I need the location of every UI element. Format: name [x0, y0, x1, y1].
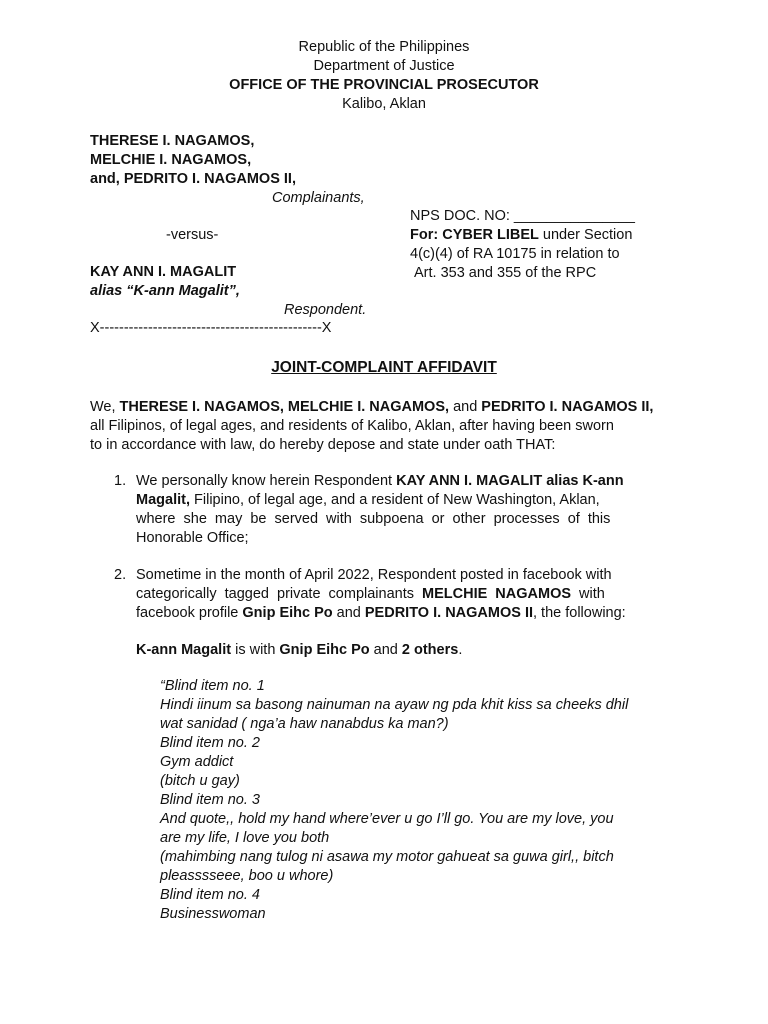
post-header	[136, 641, 462, 660]
post-line: Blind item no. 2	[160, 735, 260, 751]
post-and: and	[369, 642, 402, 658]
nps-doc-number: NPS DOC. NO: _______________	[410, 208, 635, 224]
post-period: .	[458, 642, 463, 658]
post-line: And quote,, hold my hand where’ever u go I’ll go. You are my love, you	[160, 811, 614, 827]
post-line: (mahimbing nang tulog ni asawa my motor gahueat sa guwa girl,, bitch	[160, 849, 614, 865]
intro-pedrito: PEDRITO I. NAGAMOS II,	[481, 399, 654, 415]
intro-and: and	[449, 399, 482, 415]
item1-line4: Honorable Office;	[136, 530, 249, 546]
post-line: Blind item no. 3	[160, 792, 260, 808]
item1-line2	[136, 491, 600, 510]
complainants-label: Complainants,	[272, 190, 365, 206]
complainant-pedrito: and, PEDRITO I. NAGAMOS II,	[90, 171, 296, 187]
complainant-melchie: MELCHIE I. NAGAMOS,	[90, 152, 252, 168]
for-label: For:	[410, 227, 439, 243]
item2-pedrito: PEDRITO I. NAGAMOS II	[364, 605, 533, 621]
item2-profile-name: Gnip Eihc Po	[242, 605, 333, 621]
complainant-therese: THERESE I. NAGAMOS,	[90, 133, 255, 149]
item1-alias: Magalit,	[136, 492, 190, 508]
item1-details: Filipino, of legal age, and a resident of New Washington, Aklan,	[189, 492, 600, 508]
post-line: Businesswoman	[160, 906, 266, 922]
item1-line1	[136, 472, 624, 491]
item2-and: and	[332, 605, 365, 621]
post-is-with: is with	[231, 642, 280, 658]
item2-tagged-intro: categorically tagged private complainants	[136, 586, 423, 602]
item2-melchie: MELCHIE NAGAMOS	[422, 586, 572, 602]
post-others: 2 others	[401, 642, 459, 658]
item2-line3	[136, 604, 626, 623]
offense-line3: Art. 353 and 355 of the RPC	[414, 265, 597, 281]
post-author: K-ann Magalit	[136, 642, 232, 658]
header-republic: Republic of the Philippines	[298, 39, 470, 55]
item2-number: 2.	[114, 567, 127, 583]
offense-line2: 4(c)(4) of RA 10175 in relation to	[410, 246, 620, 262]
post-line: Blind item no. 4	[160, 887, 260, 903]
offense-section: under Section	[538, 227, 633, 243]
post-line: “Blind item no. 1	[160, 678, 265, 694]
post-line: Hindi iinum sa basong nainuman na ayaw ng pda khit kiss sa cheeks dhil	[160, 697, 629, 713]
header-office: OFFICE OF THE PROVINCIAL PROSECUTOR	[229, 77, 539, 93]
item1-intro: We personally know herein Respondent	[136, 473, 397, 489]
offense-name: CYBER LIBEL	[442, 227, 539, 243]
document-title: JOINT-COMPLAINT AFFIDAVIT	[271, 359, 497, 376]
intro-names: THERESE I. NAGAMOS, MELCHIE I. NAGAMOS,	[119, 399, 450, 415]
post-line: are my life, I love you both	[160, 830, 330, 846]
item2-profile-intro: facebook profile	[136, 605, 243, 621]
intro-we: We,	[90, 399, 120, 415]
post-line: (bitch u gay)	[160, 773, 240, 789]
respondent-label: Respondent.	[284, 302, 367, 318]
item1-respondent: KAY ANN I. MAGALIT alias K-ann	[396, 473, 624, 489]
intro-line1	[90, 398, 653, 417]
offense-line1	[410, 226, 632, 245]
item2-line2	[136, 585, 605, 604]
item2-with: with	[571, 586, 605, 602]
intro-line2: all Filipinos, of legal ages, and residents of Kalibo, Aklan, after having been sworn	[90, 418, 614, 434]
respondent-name: KAY ANN I. MAGALIT	[90, 264, 237, 280]
caption-separator: X----------------------------------------------X	[90, 320, 332, 336]
respondent-alias: alias “K-ann Magalit”,	[90, 283, 240, 299]
item2-line1: Sometime in the month of April 2022, Respondent posted in facebook with	[136, 567, 612, 583]
post-tagged: Gnip Eihc Po	[279, 642, 370, 658]
post-line: Gym addict	[160, 754, 234, 770]
item2-following: , the following:	[533, 605, 626, 621]
header-location: Kalibo, Aklan	[342, 96, 426, 112]
item1-line3: where she may be served with subpoena or other processes of this	[136, 511, 611, 527]
header-department: Department of Justice	[313, 58, 455, 74]
item1-number: 1.	[114, 473, 127, 489]
intro-line3: to in accordance with law, do hereby depose and state under oath THAT:	[90, 437, 556, 453]
versus-label: -versus-	[166, 227, 219, 243]
post-line: pleasssseee, boo u whore)	[160, 868, 334, 884]
post-line: wat sanidad ( nga’a haw nanabdus ka man?)	[160, 716, 449, 732]
